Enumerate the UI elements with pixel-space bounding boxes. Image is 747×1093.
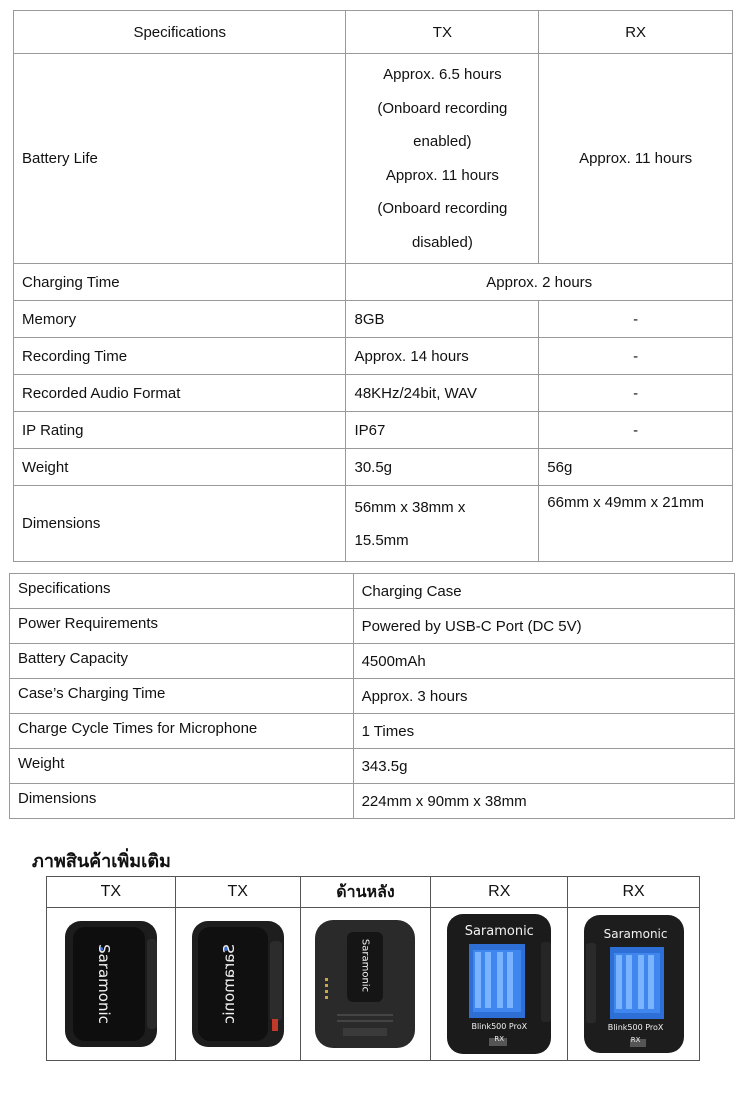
rx-front-photo — [445, 912, 553, 1056]
rx-brand-label: Saramonic — [603, 927, 668, 941]
image-caption-row — [47, 877, 700, 908]
header-specifications: Specifications — [14, 11, 346, 54]
case-header-specifications: Specifications — [10, 574, 354, 609]
image-row — [47, 908, 700, 1061]
battery-life-label: Battery Life — [14, 54, 346, 264]
row-tx-value: 30.5g — [346, 449, 539, 486]
row-tx-value: 8GB — [346, 301, 539, 338]
charging-time-row — [14, 264, 733, 301]
row-label: Charge Cycle Times for Microphone — [10, 714, 354, 749]
back-photo — [313, 918, 417, 1050]
battery-tx-line: enabled) — [413, 133, 472, 150]
row-tx-value: IP67 — [346, 412, 539, 449]
row-label: Memory — [14, 301, 346, 338]
row-value: Approx. 3 hours — [353, 679, 734, 714]
table-row — [10, 714, 735, 749]
table-row — [14, 449, 733, 486]
row-value: Powered by USB-C Port (DC 5V) — [353, 609, 734, 644]
rx-badge-label: RX — [630, 1036, 641, 1044]
back-brand-label: Saramonic — [359, 938, 371, 993]
table-row — [10, 784, 735, 819]
rx-brand-label: Saramonic — [464, 924, 534, 939]
battery-tx-line: Approx. 11 hours — [385, 166, 499, 184]
caption-rx-front: RX — [431, 877, 568, 908]
battery-tx-line: disabled) — [411, 233, 473, 251]
row-label: Battery Capacity — [10, 644, 354, 679]
battery-tx-line: Approx. 6.5 hours — [383, 66, 502, 83]
header-tx: TX — [346, 11, 539, 54]
row-label: Recording Time — [14, 338, 346, 375]
dimensions-tx — [346, 486, 539, 562]
row-rx-value: - — [539, 301, 733, 338]
row-label: Case’s Charging Time — [10, 679, 354, 714]
row-rx-value: - — [539, 375, 733, 412]
tx-side-photo — [190, 919, 286, 1049]
row-label: Dimensions — [10, 784, 354, 819]
tx-side-image-cell — [175, 908, 300, 1061]
table-row — [10, 609, 735, 644]
spec-table-header-row — [14, 11, 733, 54]
rx-angle-image-cell — [568, 908, 700, 1061]
header-rx: RX — [539, 11, 733, 54]
battery-tx-line: (Onboard recording — [377, 200, 508, 217]
caption-tx-side: TX — [175, 877, 300, 908]
row-label: Weight — [14, 449, 346, 486]
table-row — [14, 301, 733, 338]
row-label: Recorded Audio Format — [14, 375, 346, 412]
battery-life-tx — [346, 54, 539, 264]
back-image-cell — [300, 908, 431, 1061]
battery-tx-line: (Onboard recording — [377, 99, 508, 117]
rx-front-image-cell — [431, 908, 568, 1061]
case-header-charging-case: Charging Case — [353, 574, 734, 609]
row-label: IP Rating — [14, 412, 346, 449]
dimensions-tx-line: 15.5mm — [354, 531, 409, 549]
case-table-header-row — [10, 574, 735, 609]
row-rx-value: - — [539, 338, 733, 375]
rx-model-label: Blink500 ProX — [607, 1023, 664, 1032]
row-tx-value: 48KHz/24bit, WAV — [346, 375, 539, 412]
dimensions-row — [14, 486, 733, 562]
tx-front-image-cell — [47, 908, 176, 1061]
product-images-table — [46, 876, 700, 1061]
row-rx-value: 56g — [539, 449, 733, 486]
row-label: Weight — [10, 749, 354, 784]
caption-back: ด้านหลัง — [300, 877, 431, 908]
table-row — [10, 749, 735, 784]
charging-time-value: Approx. 2 hours — [346, 264, 733, 301]
table-row — [14, 412, 733, 449]
table-row — [10, 679, 735, 714]
rx-angle-photo — [582, 913, 686, 1055]
table-row — [10, 644, 735, 679]
table-row — [14, 375, 733, 412]
caption-rx-angle: RX — [568, 877, 700, 908]
rx-badge-label: RX — [494, 1035, 505, 1043]
caption-tx-front: TX — [47, 877, 176, 908]
more-images-heading: ภาพสินค้าเพิ่มเติม — [32, 851, 171, 872]
row-rx-value: - — [539, 412, 733, 449]
row-value: 1 Times — [353, 714, 734, 749]
dimensions-tx-line: 56mm x 38mm x — [354, 498, 466, 516]
tx-rx-spec-table — [13, 10, 733, 562]
battery-life-row — [14, 54, 733, 264]
tx-brand-label: Saramonic — [219, 944, 238, 1024]
table-row — [14, 338, 733, 375]
battery-life-rx: Approx. 11 hours — [539, 54, 733, 264]
charging-case-spec-table — [9, 573, 735, 819]
tx-brand-label: Saramonic — [94, 944, 113, 1024]
charging-time-label: Charging Time — [14, 264, 346, 301]
row-value: 343.5g — [353, 749, 734, 784]
row-value: 224mm x 90mm x 38mm — [353, 784, 734, 819]
row-value: 4500mAh — [353, 644, 734, 679]
rx-model-label: Blink500 ProX — [471, 1022, 528, 1031]
row-label: Power Requirements — [10, 609, 354, 644]
row-tx-value: Approx. 14 hours — [346, 338, 539, 375]
tx-front-photo — [63, 919, 159, 1049]
dimensions-label: Dimensions — [14, 486, 346, 562]
dimensions-rx: 66mm x 49mm x 21mm — [539, 486, 733, 562]
